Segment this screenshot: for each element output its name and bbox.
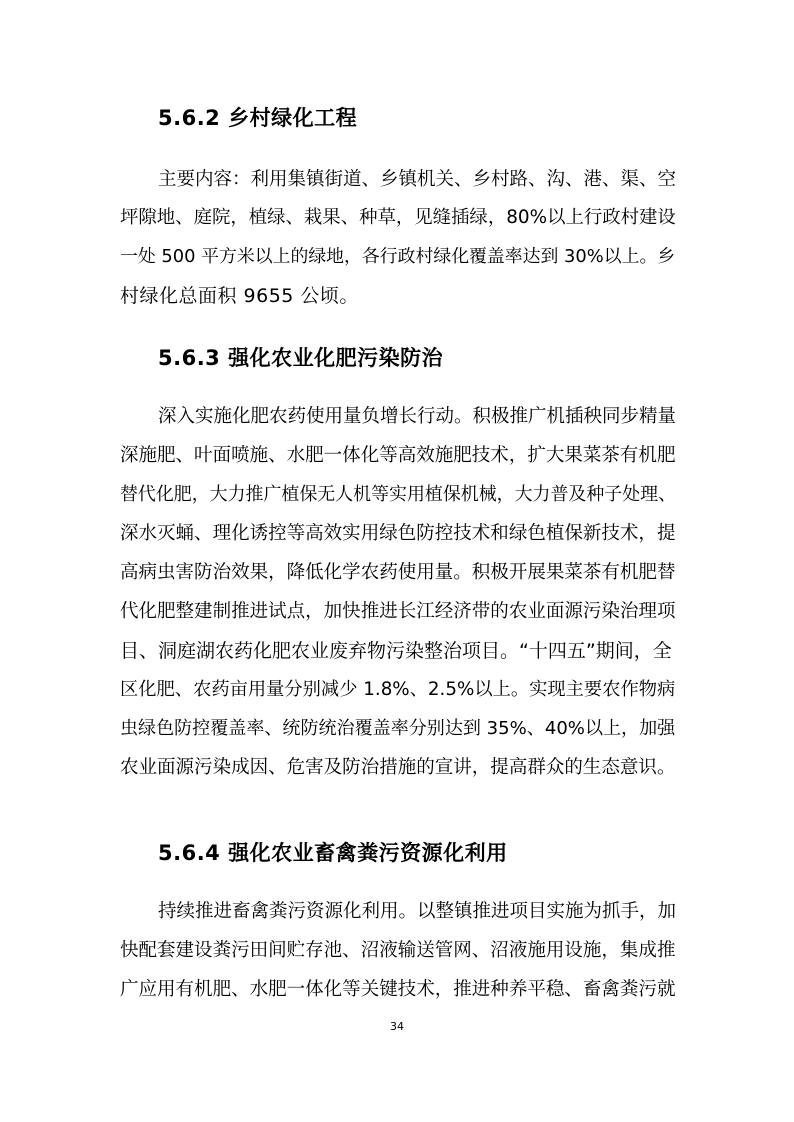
paragraph-line: 替代化肥，大力推广植保无人机等实用植保机械，大力普及种子处理、 [120,484,677,505]
paragraph-line: 目、洞庭湖农药化肥农业废弃物污染整治项目。“十四五”期间，全 [120,640,672,662]
paragraph-line: 深水灭蛹、理化诱控等高效实用绿色防控技术和绿色植保新技术，提 [120,523,676,544]
paragraph-line: 高病虫害防治效果，降低化学农药使用量。积极开展果菜茶有机肥替 [120,562,676,583]
paragraph-line: 村绿化总面积 9655 公顷。 [120,285,359,307]
paragraph-line: 广应用有机肥、水肥一体化等关键技术，推进种养平稳、畜禽粪污就 [120,979,676,1000]
paragraph-line: 持续推进畜禽粪污资源化利用。以整镇推进项目实施为抓手，加 [158,901,677,922]
paragraph-line: 一处 500 平方米以上的绿地，各行政村绿化覆盖率达到 30%以上。乡 [120,246,676,267]
paragraph-line: 农业面源污染成因、危害及防治措施的宣讲，提高群众的生态意识。 [120,757,676,778]
paragraph-line: 深施肥、叶面喷施、水肥一体化等高效施肥技术，扩大果菜茶有机肥 [120,445,676,466]
paragraph-line: 快配套建设粪污田间贮存池、沼液输送管网、沼液施用设施，集成推 [120,940,676,961]
paragraph-line: 代化肥整建制推进试点，加快推进长江经济带的农业面源污染治理项 [120,601,676,622]
section-heading-5-6-3: 5.6.3 强化农业化肥污染防治 [158,346,444,370]
paragraph-line: 虫绿色防控覆盖率、统防统治覆盖率分别达到 35%、40%以上，加强 [120,718,676,739]
section-heading-5-6-2: 5.6.2 乡村绿化工程 [158,106,358,130]
paragraph-line: 区化肥、农药亩用量分别减少 1.8%、2.5%以上。实现主要农作物病 [120,679,676,700]
section-heading-5-6-4: 5.6.4 强化农业畜禽粪污资源化利用 [158,841,508,865]
page-number: 34 [390,1020,404,1033]
paragraph-line: 坪隙地、庭院，植绿、栽果、种草，见缝插绿，80%以上行政村建设 [120,207,676,228]
paragraph-line: 深入实施化肥农药使用量负增长行动。积极推广机插秧同步精量 [158,406,677,427]
paragraph-line: 主要内容：利用集镇街道、乡镇机关、乡村路、沟、港、渠、空 [158,169,677,190]
